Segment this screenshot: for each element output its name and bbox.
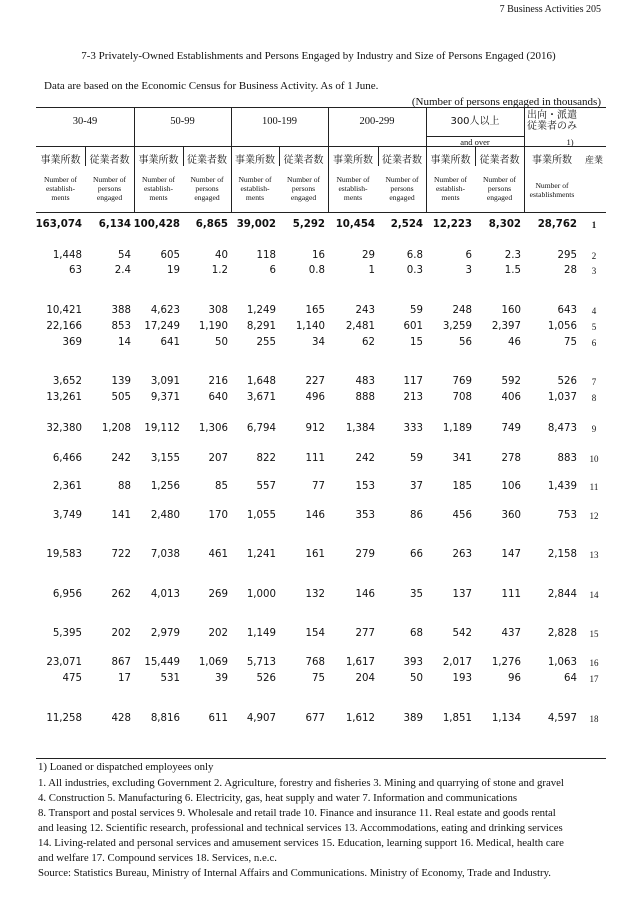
table-cell: 85 [215,481,228,492]
table-cell: 6,134 [98,219,131,230]
footnote-line: 1) Loaned or dispatched employees only [38,761,214,773]
table-cell: 4,597 [547,713,577,724]
table-cell: 8,816 [150,713,180,724]
table-cell: 601 [403,321,423,332]
table-cell: 19,112 [144,423,180,434]
industry-code: 13 [589,550,599,560]
table-cell: 66 [410,549,423,560]
table-cell: 64 [564,673,577,684]
table-cell: 611 [208,713,228,724]
table-cell: 7,038 [150,549,180,560]
col-header-persons-jp: 従業者数 [382,155,422,166]
table-cell: 643 [557,305,577,316]
table-cell: 4,907 [246,713,276,724]
table-cell: 1,617 [345,657,375,668]
table-cell: 17,249 [144,321,180,332]
table-cell: 54 [118,250,131,261]
table-cell: 1,149 [246,628,276,639]
table-cell: 19 [167,265,180,276]
industry-code: 8 [591,393,597,403]
table-cell: 5,292 [292,219,325,230]
col-header-persons-jp: 従業者数 [89,155,130,166]
table-cell: 1 [368,265,375,276]
table-cell: 640 [208,392,228,403]
table-cell: 2.4 [114,265,131,276]
header-bottom-rule [36,212,606,213]
table-cell: 17 [118,673,131,684]
table-cell: 39 [215,673,228,684]
table-cell: 308 [208,305,228,316]
table-cell: 1,069 [198,657,228,668]
table-cell: 28 [564,265,577,276]
table-cell: 37 [410,481,423,492]
col-header-establishments-en: Number of establishments [529,181,575,199]
table-cell: 2,017 [442,657,472,668]
table-cell: 1,055 [246,510,276,521]
table-title: 7-3 Privately-Owned Establishments and Persons Engaged by Industry and Size of Persons Engaged (2016) [81,50,556,62]
table-cell: 1,306 [198,423,228,434]
col-header-persons-en: Number of persons engaged [385,175,419,202]
industry-code: 16 [589,658,599,668]
table-cell: 137 [452,589,472,600]
table-cell: 8,473 [547,423,577,434]
table-cell: 68 [410,628,423,639]
table-cell: 888 [355,392,375,403]
col-header-establishments-en: Number of establish- ments [141,175,176,202]
table-cell: 1,256 [150,481,180,492]
table-cell: 204 [355,673,375,684]
table-cell: 853 [111,321,131,332]
col-header-establishments-en: Number of establish- ments [336,175,370,202]
industry-code: 11 [589,482,599,492]
table-cell: 6,794 [246,423,276,434]
table-cell: 62 [362,337,375,348]
table-cell: 1,208 [101,423,131,434]
table-cell: 39,002 [236,219,276,230]
table-cell: 10,454 [335,219,375,230]
table-cell: 2,397 [491,321,521,332]
table-cell: 2,524 [390,219,423,230]
table-cell: 1,851 [442,713,472,724]
table-cell: 475 [62,673,82,684]
table-cell: 22,166 [46,321,82,332]
size-group-label: 50-99 [170,116,195,127]
table-cell: 243 [355,305,375,316]
table-cell: 542 [452,628,472,639]
table-cell: 3,652 [52,376,82,387]
table-cell: 333 [403,423,423,434]
table-cell: 146 [305,510,325,521]
table-cell: 2,844 [547,589,577,600]
footnote-line: 14. Living-related and personal services and amusement services 15. Education, learning support 16. Medical, health care [38,837,564,849]
table-cell: 526 [256,673,276,684]
table-cell: 34 [312,337,325,348]
col-header-establishments-jp: 事業所数 [532,155,572,166]
col-header-establishments-en: Number of establish- ments [43,175,78,202]
table-cell: 32,380 [46,423,82,434]
col-header-establishments-en: Number of establish- ments [238,175,272,202]
table-cell: 0.3 [406,265,423,276]
table-cell: 3,259 [442,321,472,332]
table-cell: 1,249 [246,305,276,316]
table-cell: 605 [160,250,180,261]
table-cell: 5,395 [52,628,82,639]
table-cell: 111 [305,453,325,464]
table-cell: 1,448 [52,250,82,261]
table-cell: 35 [410,589,423,600]
col-header-establishments-jp: 事業所数 [333,155,373,166]
col-header-persons-en: Number of persons engaged [190,175,224,202]
table-cell: 2,480 [150,510,180,521]
table-cell: 23,071 [46,657,82,668]
table-cell: 461 [208,549,228,560]
table-cell: 3,155 [150,453,180,464]
table-cell: 4,623 [150,305,180,316]
table-cell: 0.8 [308,265,325,276]
footnote-mark: 1) [566,137,574,147]
table-cell: 1,190 [198,321,228,332]
col-header-establishments-jp: 事業所数 [430,155,471,166]
table-cell: 202 [208,628,228,639]
table-cell: 13,261 [46,392,82,403]
table-cell: 822 [256,453,276,464]
footnote-line: 8. Transport and postal services 9. Wholesale and retail trade 10. Finance and insurance 11. Real estate and goods rental [38,807,556,819]
table-cell: 353 [355,510,375,521]
footnote-line: 1. All industries, excluding Government 2. Agriculture, forestry and fisheries 3. Mining and quarrying of stone and gravel [38,777,564,789]
table-cell: 5,713 [246,657,276,668]
industry-code: 12 [589,511,599,521]
table-cell: 153 [355,481,375,492]
table-cell: 269 [208,589,228,600]
table-cell: 1,384 [345,423,375,434]
table-cell: 389 [403,713,423,724]
size-group-label: 300人以上 [450,116,500,127]
table-cell: 483 [355,376,375,387]
table-cell: 139 [111,376,131,387]
table-cell: 86 [410,510,423,521]
table-cell: 769 [452,376,472,387]
footnote-line: Source: Statistics Bureau, Ministry of Internal Affairs and Communications. Ministry of Economy, Trade and Industry. [38,867,551,879]
table-cell: 912 [305,423,325,434]
footnote-line: and welfare 17. Compound services 18. Services, n.e.c. [38,852,277,864]
table-cell: 9,371 [150,392,180,403]
table-cell: 40 [215,250,228,261]
table-cell: 388 [111,305,131,316]
table-cell: 753 [557,510,577,521]
col-header-establishments-jp: 事業所数 [40,155,81,166]
table-bottom-rule [36,758,606,759]
table-cell: 278 [501,453,521,464]
table-cell: 1,241 [246,549,276,560]
table-cell: 768 [305,657,325,668]
industry-code: 1 [591,220,597,230]
table-cell: 161 [305,549,325,560]
size-group-label: 100-199 [262,116,297,127]
table-cell: 1,648 [246,376,276,387]
table-cell: 2,158 [547,549,577,560]
table-cell: 456 [452,510,472,521]
size-group-label: 出向・派遣 従業者のみ [527,110,577,132]
table-cell: 1,056 [547,321,577,332]
table-cell: 6,956 [52,589,82,600]
table-cell: 75 [312,673,325,684]
table-cell: 29 [362,250,375,261]
table-cell: 193 [452,673,472,684]
table-cell: 1,063 [547,657,577,668]
table-cell: 4,013 [150,589,180,600]
table-cell: 3,749 [52,510,82,521]
table-cell: 118 [256,250,276,261]
table-cell: 393 [403,657,423,668]
table-cell: 8,302 [488,219,521,230]
table-cell: 165 [305,305,325,316]
table-cell: 1,134 [491,713,521,724]
industry-code: 6 [591,338,597,348]
table-cell: 207 [208,453,228,464]
industry-code: 2 [591,251,597,261]
industry-header: 産業 [584,156,603,166]
industry-code: 9 [591,424,597,434]
table-cell: 295 [557,250,577,261]
table-cell: 3,671 [246,392,276,403]
col-header-persons-jp: 従業者数 [479,155,520,166]
table-cell: 406 [501,392,521,403]
table-cell: 1,037 [547,392,577,403]
table-cell: 2,481 [345,321,375,332]
table-cell: 557 [256,481,276,492]
table-cell: 6.8 [406,250,423,261]
table-cell: 1,439 [547,481,577,492]
table-cell: 6 [269,265,276,276]
table-cell: 592 [501,376,521,387]
table-cell: 132 [305,589,325,600]
table-cell: 1.5 [504,265,521,276]
table-cell: 11,258 [46,713,82,724]
table-cell: 227 [305,376,325,387]
col-header-establishments-jp: 事業所数 [138,155,179,166]
table-cell: 1,189 [442,423,472,434]
footnote-line: and leasing 12. Scientific research, professional and technical services 13. Accommodations, eating and drinking services [38,822,563,834]
industry-code: 14 [589,590,599,600]
table-cell: 3,091 [150,376,180,387]
table-cell: 677 [305,713,325,724]
table-cell: 46 [508,337,521,348]
data-note: Data are based on the Economic Census for Business Activity. As of 1 June. [44,80,379,92]
table-cell: 437 [501,628,521,639]
industry-code: 3 [591,266,597,276]
col-header-persons-en: Number of persons engaged [286,175,321,202]
table-cell: 63 [69,265,82,276]
col-header-establishments-en: Number of establish- ments [433,175,468,202]
table-cell: 262 [111,589,131,600]
col-header-establishments-jp: 事業所数 [235,155,275,166]
table-cell: 14 [118,337,131,348]
industry-code: 5 [591,322,597,332]
table-cell: 526 [557,376,577,387]
table-cell: 10,421 [46,305,82,316]
table-cell: 6 [465,250,472,261]
page-header: 7 Business Activities 205 [499,4,601,15]
col-header-persons-en: Number of persons engaged [92,175,127,202]
size-group-label: 200-299 [359,116,395,127]
table-cell: 213 [403,392,423,403]
table-cell: 1,276 [491,657,521,668]
col-header-persons-jp: 従業者数 [187,155,227,166]
table-cell: 28,762 [537,219,577,230]
table-cell: 100,428 [133,219,180,230]
unit-note: (Number of persons engaged in thousands) [411,96,601,108]
table-cell: 77 [312,481,325,492]
table-cell: 369 [62,337,82,348]
table-cell: 16 [312,250,325,261]
table-cell: 106 [501,481,521,492]
table-cell: 75 [564,337,577,348]
table-cell: 255 [256,337,276,348]
table-cell: 147 [501,549,521,560]
table-cell: 1.2 [211,265,228,276]
col-header-persons-jp: 従業者数 [283,155,324,166]
table-cell: 1,000 [246,589,276,600]
table-cell: 1,612 [345,713,375,724]
table-cell: 749 [501,423,521,434]
table-cell: 216 [208,376,228,387]
table-cell: 242 [355,453,375,464]
table-cell: 111 [501,589,521,600]
table-cell: 12,223 [432,219,472,230]
table-cell: 531 [160,673,180,684]
table-cell: 6,466 [52,453,82,464]
table-cell: 641 [160,337,180,348]
industry-code: 18 [589,714,599,724]
table-cell: 56 [459,337,472,348]
industry-code: 10 [589,454,599,464]
footnote-line: 4. Construction 5. Manufacturing 6. Electricity, gas, heat supply and water 7. Information and communications [38,792,518,804]
industry-code: 4 [591,306,597,316]
table-cell: 154 [305,628,325,639]
table-cell: 59 [410,305,423,316]
table-cell: 96 [508,673,521,684]
table-cell: 263 [452,549,472,560]
table-cell: 722 [111,549,131,560]
table-cell: 1,140 [295,321,325,332]
col-header-persons-en: Number of persons engaged [482,175,517,202]
table-cell: 428 [111,713,131,724]
table-cell: 19,583 [46,549,82,560]
table-cell: 2,361 [52,481,82,492]
industry-code: 15 [589,629,599,639]
table-cell: 341 [452,453,472,464]
table-cell: 15 [410,337,423,348]
table-cell: 2.3 [504,250,521,261]
table-cell: 242 [111,453,131,464]
table-cell: 50 [410,673,423,684]
table-cell: 170 [208,510,228,521]
table-cell: 50 [215,337,228,348]
table-cell: 3 [465,265,472,276]
table-cell: 163,074 [35,219,82,230]
industry-code: 17 [589,674,599,684]
table-cell: 2,828 [547,628,577,639]
table-cell: 279 [355,549,375,560]
industry-code: 7 [591,377,597,387]
size-group-label: 30-49 [72,116,98,127]
table-cell: 708 [452,392,472,403]
table-cell: 141 [111,510,131,521]
table-cell: 867 [111,657,131,668]
table-cell: 59 [410,453,423,464]
table-cell: 277 [355,628,375,639]
table-cell: 505 [111,392,131,403]
table-cell: 160 [501,305,521,316]
table-top-rule [36,107,606,108]
table-cell: 88 [118,481,131,492]
table-cell: 248 [452,305,472,316]
table-cell: 146 [355,589,375,600]
table-cell: 360 [501,510,521,521]
table-cell: 185 [452,481,472,492]
and-over-label: and over [460,137,490,147]
table-cell: 2,979 [150,628,180,639]
table-cell: 883 [557,453,577,464]
table-cell: 496 [305,392,325,403]
table-cell: 202 [111,628,131,639]
table-cell: 8,291 [246,321,276,332]
table-cell: 117 [403,376,423,387]
table-cell: 6,865 [195,219,228,230]
table-cell: 15,449 [144,657,180,668]
